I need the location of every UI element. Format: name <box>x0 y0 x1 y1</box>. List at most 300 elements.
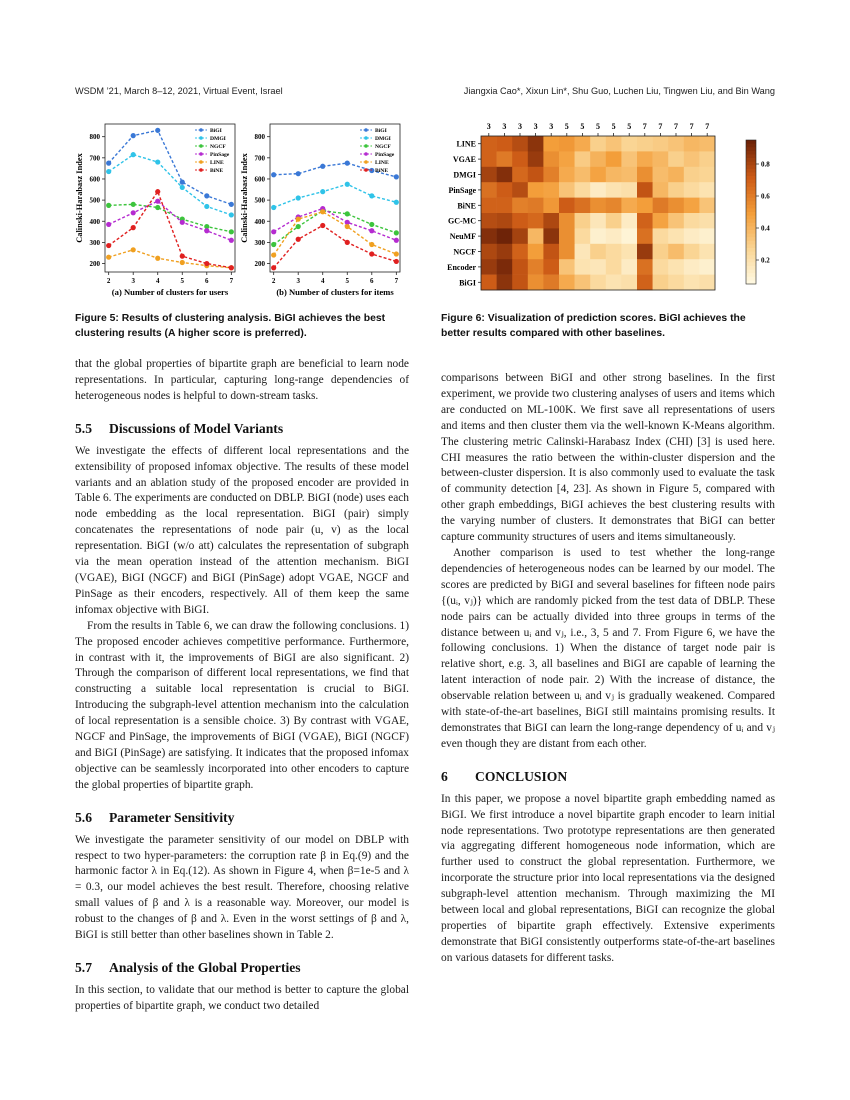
x-tick-label: 6 <box>205 277 209 285</box>
heatmap-cell <box>497 228 513 244</box>
heatmap-cell <box>512 228 528 244</box>
row-label: PinSage <box>448 185 476 195</box>
data-point-bine <box>106 243 111 248</box>
colorbar-segment <box>746 205 756 209</box>
colorbar-segment <box>746 262 756 266</box>
heatmap-cell <box>637 213 653 229</box>
data-point-dmgi <box>345 182 350 187</box>
data-point-line <box>155 256 160 261</box>
heatmap-cell <box>668 198 684 214</box>
colorbar-segment <box>746 151 756 155</box>
series-line-ngcf <box>274 211 397 245</box>
heatmap-cell <box>637 259 653 275</box>
heatmap-cell <box>512 167 528 183</box>
heatmap-cell <box>481 136 497 152</box>
data-point-bigi <box>229 202 234 207</box>
heatmap-cell <box>637 244 653 260</box>
data-point-line <box>271 252 276 257</box>
heatmap-cell <box>497 198 513 214</box>
heatmap-cell <box>621 275 637 291</box>
heatmap-cell <box>621 213 637 229</box>
heatmap-cell <box>653 275 669 291</box>
heatmap-cell <box>606 228 622 244</box>
row-label: DMGI <box>453 170 476 180</box>
heatmap-cell <box>684 136 700 152</box>
heatmap-cell <box>528 167 544 183</box>
heatmap-cell <box>543 167 559 183</box>
column-label: 3 <box>486 122 491 131</box>
legend-label: PinSage <box>375 152 395 159</box>
heatmap-cell <box>559 259 575 275</box>
heatmap-cell <box>590 244 606 260</box>
data-point-dmgi <box>204 204 209 209</box>
data-point-ngcf <box>229 229 234 234</box>
heatmap-cell <box>606 275 622 291</box>
heatmap-cell <box>606 213 622 229</box>
heatmap-cell <box>606 259 622 275</box>
data-point-pinsage <box>106 222 111 227</box>
legend-marker <box>199 168 203 172</box>
heatmap-cell <box>575 182 591 198</box>
colorbar-segment <box>746 187 756 191</box>
heatmap-cell <box>481 228 497 244</box>
colorbar-tick-label: 0.8 <box>761 160 770 169</box>
colorbar-segment <box>746 198 756 202</box>
data-point-bigi <box>369 168 374 173</box>
section-number: 5.7 <box>75 960 92 975</box>
data-point-bine <box>296 237 301 242</box>
heatmap-cell <box>699 198 715 214</box>
x-tick-label: 4 <box>155 277 160 285</box>
heatmap-cell <box>559 151 575 167</box>
heatmap-cell <box>543 136 559 152</box>
heatmap-cell <box>606 151 622 167</box>
legend-label: NGCF <box>210 144 226 151</box>
data-point-ngcf <box>106 203 111 208</box>
data-point-ngcf <box>155 205 160 210</box>
colorbar-segment <box>746 169 756 173</box>
heatmap-cell <box>512 259 528 275</box>
heatmap-cell <box>653 198 669 214</box>
heatmap-cell <box>637 198 653 214</box>
colorbar-segment <box>746 223 756 227</box>
data-point-bine <box>345 240 350 245</box>
heatmap-cell <box>559 275 575 291</box>
column-label: 3 <box>533 122 538 131</box>
data-point-pinsage <box>180 220 185 225</box>
legend-marker <box>364 168 368 172</box>
data-point-bigi <box>394 174 399 179</box>
data-point-dmgi <box>394 200 399 205</box>
data-point-bigi <box>155 128 160 133</box>
x-tick-label: 7 <box>394 277 399 285</box>
data-point-line <box>394 251 399 256</box>
legend-marker <box>199 144 203 148</box>
x-tick-label: 2 <box>106 277 111 285</box>
heatmap-cell <box>590 198 606 214</box>
running-header-right: Jiangxia Cao*, Xixun Lin*, Shu Guo, Luchen Liu, Tingwen Liu, and Bin Wang <box>463 86 775 96</box>
x-tick-label: 3 <box>296 277 300 285</box>
legend-marker <box>364 144 368 148</box>
colorbar-segment <box>746 277 756 281</box>
heatmap-cell <box>543 198 559 214</box>
heatmap-cell <box>497 275 513 291</box>
data-point-dmgi <box>320 189 325 194</box>
heatmap-cell <box>653 136 669 152</box>
data-point-bigi <box>180 180 185 185</box>
heatmap-cell <box>528 213 544 229</box>
heatmap-cell <box>528 198 544 214</box>
heatmap-cell <box>528 228 544 244</box>
column-label: 7 <box>642 122 647 131</box>
heatmap-cell <box>590 259 606 275</box>
heatmap-cell <box>606 182 622 198</box>
legend-marker <box>364 136 368 140</box>
colorbar-segment <box>746 244 756 248</box>
y-tick-label: 800 <box>89 133 100 142</box>
heatmap-cell <box>559 244 575 260</box>
heatmap-cell <box>528 136 544 152</box>
heatmap-cell <box>559 136 575 152</box>
y-tick-label: 200 <box>89 260 100 269</box>
data-point-line <box>296 217 301 222</box>
heatmap-cell <box>559 198 575 214</box>
series-line-dmgi <box>274 184 397 207</box>
legend-label: LINE <box>375 160 389 167</box>
y-tick-label: 400 <box>254 217 265 226</box>
data-point-dmgi <box>229 212 234 217</box>
heatmap-cell <box>606 136 622 152</box>
column-label: 7 <box>658 122 663 131</box>
heatmap-cell <box>699 275 715 291</box>
legend-label: LINE <box>210 160 224 167</box>
section-heading-5-6 <box>75 810 409 826</box>
heatmap-cell <box>559 228 575 244</box>
colorbar-segment <box>746 230 756 234</box>
data-point-ngcf <box>345 211 350 216</box>
x-tick-label: 7 <box>229 277 234 285</box>
y-tick-label: 700 <box>89 154 100 163</box>
row-label: GC-MC <box>448 216 476 226</box>
heatmap-cell <box>637 182 653 198</box>
legend-label: BiNE <box>210 168 224 175</box>
heatmap-cell <box>606 198 622 214</box>
data-point-dmgi <box>180 185 185 190</box>
data-point-bine <box>155 189 160 194</box>
heatmap-cell <box>543 151 559 167</box>
data-point-line <box>106 255 111 260</box>
legend-label: BiGI <box>210 128 222 135</box>
heatmap-cell <box>528 151 544 167</box>
heatmap-cell <box>481 198 497 214</box>
colorbar-segment <box>746 259 756 263</box>
paragraph-variants: We investigate the effects of different local representations and the extensibility of proposed infomax objective. The results of these model variants and an ablation study of the proposed encoder are provided in Table 6. The experiments are conducted on DBLP. BiGI (node) uses each node embedding as the local representation. BiGI (pair) simply concatenates the representations of node pair (u, v) as the local representation. BiGI (w/o att) calculates the representation of subgraph via the mean operation instead of the attention mechanism. BiGI (VGAE), BiGI (NGCF) and BiGI (PinSage) adopt VGAE, NGCF and PinSage as their encoders, respectively. All of them keep the same infomax objective with BiGI. <box>75 444 409 616</box>
legend-label: DMGI <box>375 136 391 143</box>
data-point-pinsage <box>369 228 374 233</box>
heatmap-cell <box>575 167 591 183</box>
heatmap-cell <box>528 182 544 198</box>
heatmap-cell <box>653 182 669 198</box>
column-label: 7 <box>689 122 694 131</box>
colorbar-tick-label: 0.4 <box>761 224 770 233</box>
data-point-ngcf <box>131 202 136 207</box>
legend-label: BiNE <box>375 168 389 175</box>
heatmap-cell <box>621 151 637 167</box>
colorbar-segment <box>746 266 756 270</box>
legend-marker <box>199 128 203 132</box>
heatmap-cell <box>575 259 591 275</box>
column-label: 5 <box>564 122 569 131</box>
heatmap-cell <box>512 198 528 214</box>
heatmap-cell <box>684 228 700 244</box>
data-point-bigi <box>345 161 350 166</box>
column-label: 3 <box>502 122 507 131</box>
heatmap-cell <box>668 136 684 152</box>
data-point-bine <box>369 251 374 256</box>
heatmap-cell <box>512 182 528 198</box>
heatmap-cell <box>481 244 497 260</box>
colorbar-segment <box>746 172 756 176</box>
colorbar-segment <box>746 273 756 277</box>
data-point-ngcf <box>369 222 374 227</box>
heatmap-cell <box>684 275 700 291</box>
data-point-dmgi <box>369 193 374 198</box>
heatmap-cell <box>606 167 622 183</box>
heatmap-cell <box>590 167 606 183</box>
section-number: 6 <box>441 768 448 784</box>
heatmap-cell <box>684 259 700 275</box>
column-label: 7 <box>674 122 678 131</box>
heatmap-cell <box>512 275 528 291</box>
heatmap-cell <box>668 213 684 229</box>
column-label: 7 <box>705 122 710 131</box>
legend-marker <box>199 152 203 156</box>
data-point-dmgi <box>106 169 111 174</box>
series-line-bine <box>109 192 232 268</box>
x-tick-label: 4 <box>320 277 325 285</box>
column-label: 5 <box>611 122 616 131</box>
data-point-bine <box>204 261 209 266</box>
heatmap-cell <box>590 151 606 167</box>
series-line-ngcf <box>109 204 232 231</box>
row-label: NeuMF <box>449 232 476 242</box>
heatmap-cell <box>512 244 528 260</box>
y-tick-label: 200 <box>254 260 265 269</box>
heatmap-cell <box>497 151 513 167</box>
heatmap-cell <box>684 198 700 214</box>
x-tick-label: 2 <box>271 277 276 285</box>
heatmap-cell <box>699 136 715 152</box>
colorbar-segment <box>746 270 756 274</box>
heatmap-cell <box>559 213 575 229</box>
left-text-column <box>75 357 409 1015</box>
series-line-pinsage <box>109 201 232 240</box>
colorbar-segment <box>746 180 756 184</box>
colorbar-segment <box>746 212 756 216</box>
legend-label: DMGI <box>210 136 226 143</box>
colorbar-segment <box>746 140 756 144</box>
heatmap-cell <box>575 136 591 152</box>
heatmap-cell <box>668 228 684 244</box>
section-heading-6 <box>441 769 775 785</box>
column-label: 3 <box>518 122 522 131</box>
data-point-line <box>345 224 350 229</box>
y-tick-label: 600 <box>89 175 100 184</box>
y-tick-label: 300 <box>89 238 100 247</box>
heatmap-cell <box>543 182 559 198</box>
heatmap-cell <box>481 275 497 291</box>
figure5-caption: Figure 5: Results of clustering analysis. BiGI achieves the best clustering results (A higher score is preferred). <box>75 313 386 339</box>
heatmap-cell <box>497 182 513 198</box>
heatmap-cell <box>575 275 591 291</box>
heatmap-cell <box>653 151 669 167</box>
heatmap-cell <box>528 244 544 260</box>
heatmap-cell <box>528 259 544 275</box>
colorbar-segment <box>746 154 756 158</box>
legend-label: BiGI <box>375 128 387 135</box>
heatmap-cell <box>512 213 528 229</box>
heatmap-cell <box>699 213 715 229</box>
data-point-bigi <box>204 193 209 198</box>
heatmap-cell <box>543 244 559 260</box>
data-point-bigi <box>131 133 136 138</box>
heatmap-cell <box>575 228 591 244</box>
colorbar-segment <box>746 158 756 162</box>
heatmap-cell <box>621 136 637 152</box>
row-label: BiNE <box>457 201 476 211</box>
paragraph-long-range: Another comparison is used to test whether the long-range dependencies of heterogeneous nodes can be learned by our model. The scores are predicted by BiGI and several baselines for fifteen node pairs {(uᵢ, vⱼ)} which are randomly picked from the test data of DBLP. These node pairs can be actually divided into three groups in terms of the distance between uᵢ and vⱼ, i.e., 3, 5 and 7. From Figure 6, we have the following conclusions. 1) When the distance of target node pair is relative short, e.g. 3, all baselines and BiGI are capable of learning the latent interaction of node pair. 2) With the increase of distance, the observable relation between uᵢ and vⱼ is gradually weakened. Compared with state-of-the-art baselines, BiGI still maintains promising results. It demonstrates that BiGI can learn the long-range dependency of uᵢ and vⱼ even though they are distant from each other. <box>441 546 775 750</box>
heatmap-cell <box>699 151 715 167</box>
colorbar-segment <box>746 237 756 241</box>
y-tick-label: 700 <box>254 154 265 163</box>
legend-marker <box>364 152 368 156</box>
column-label: 5 <box>596 122 600 131</box>
paragraph-clustering: comparisons between BiGI and other strong baselines. In the first experiment, we provide two clustering analyses of users and items which are conducted on ML-100K. We first save all representations of users and items and then cluster them via the well-known K-Means algorithm. The clustering metric Calinski-Harabasz Index (CHI) [3] is used here. CHI measures the ratio between the within-cluster dispersion and the between-cluster dispersion. It is also commonly used to evaluate the task of community detection [4, 23]. As shown in Figure 5, compared with other graph embeddings, BiGI achieves the best clustering results with the varying number of clusters. It demonstrates that BiGI can better capture community structures of users and items simultaneously. <box>441 372 775 544</box>
legend-label: PinSage <box>210 152 230 159</box>
legend-marker <box>364 160 368 164</box>
heatmap-cell <box>575 213 591 229</box>
colorbar-segment <box>746 241 756 245</box>
running-header-left: WSDM ’21, March 8–12, 2021, Virtual Event, Israel <box>75 86 283 96</box>
colorbar-tick-label: 0.6 <box>761 192 770 201</box>
heatmap-cell <box>653 213 669 229</box>
colorbar-segment <box>746 252 756 256</box>
heatmap-cell <box>481 167 497 183</box>
row-label: VGAE <box>452 155 476 165</box>
heatmap-cell <box>699 259 715 275</box>
column-label: 5 <box>627 122 632 131</box>
heatmap-cell <box>637 167 653 183</box>
heatmap-cell <box>653 228 669 244</box>
heatmap-cell <box>606 244 622 260</box>
heatmap-cell <box>699 167 715 183</box>
x-axis-label: (a) Number of clusters for users <box>111 287 229 297</box>
heatmap-cell <box>699 244 715 260</box>
data-point-bine <box>394 259 399 264</box>
right-text-column <box>441 371 775 967</box>
colorbar-tick-label: 0.2 <box>761 256 770 265</box>
data-point-ngcf <box>296 224 301 229</box>
data-point-bine <box>320 223 325 228</box>
colorbar-segment <box>746 162 756 166</box>
heatmap-cell <box>590 213 606 229</box>
colorbar-segment <box>746 248 756 252</box>
section-heading-5-7 <box>75 960 409 976</box>
figure6-caption: Figure 6: Visualization of prediction scores. BiGI achieves the better results compared with other baselines. <box>441 313 746 339</box>
heatmap-cell <box>621 182 637 198</box>
colorbar-segment <box>746 183 756 187</box>
data-point-ngcf <box>271 242 276 247</box>
heatmap-cell <box>575 151 591 167</box>
legend-label: NGCF <box>375 144 391 151</box>
heatmap-cell <box>637 275 653 291</box>
data-point-ngcf <box>394 230 399 235</box>
section-title: CONCLUSION <box>475 768 568 784</box>
figure5-chart-items <box>240 112 410 302</box>
legend-marker <box>199 136 203 140</box>
heatmap-cell <box>543 228 559 244</box>
colorbar-segment <box>746 208 756 212</box>
section-title: Discussions of Model Variants <box>109 420 284 436</box>
heatmap-cell <box>543 213 559 229</box>
colorbar-segment <box>746 201 756 205</box>
heatmap-cell <box>559 182 575 198</box>
colorbar-segment <box>746 144 756 148</box>
paragraph-sensitivity: We investigate the parameter sensitivity of our model on DBLP with respect to two hyper-parameters: the corruption rate β in Eq.(9) and the harmonic factor λ in Eq.(12). As shown in Figure 4, when β=1e-5 and λ = 0.3, our model achieves the best result. Therefore, choosing relative small values of β and λ is a reasonable way. Moreover, our model is robust to the changes of β and λ. Even in the worst settings of β and λ, BiGI is still better than other baselines shown in Table 2. <box>75 833 409 942</box>
heatmap-cell <box>497 244 513 260</box>
colorbar-segment <box>746 194 756 198</box>
figure5-chart-users <box>75 112 245 302</box>
heatmap-cell <box>699 228 715 244</box>
section-title: Parameter Sensitivity <box>109 809 235 825</box>
heatmap-cell <box>637 136 653 152</box>
x-axis-label: (b) Number of clusters for items <box>276 287 394 297</box>
colorbar-segment <box>746 255 756 259</box>
data-point-bine <box>180 254 185 259</box>
data-point-pinsage <box>131 210 136 215</box>
heatmap-cell <box>668 244 684 260</box>
data-point-line <box>320 209 325 214</box>
y-tick-label: 500 <box>89 196 100 205</box>
y-tick-label: 500 <box>254 196 265 205</box>
heatmap-cell <box>497 136 513 152</box>
heatmap-cell <box>481 259 497 275</box>
heatmap-cell <box>512 151 528 167</box>
heatmap-cell <box>684 167 700 183</box>
heatmap-cell <box>653 259 669 275</box>
paragraph-conclusion: In this paper, we propose a novel bipartite graph embedding named as BiGI. We first introduce a novel bipartite graph encoder to learn initial node representations. Two prototype representations are then generated via aggregating different homogeneous node information, which are further used to construct the global representation. Furthermore, we incorporate the structure prior into local representations via the designed subgraph-level attention mechanism. Through maximizing the MI between local and global representations, BiGI can recognize the global properties of bipartite graph effectively. Extensive experiments demonstrate that BiGI consistently outperforms state-of-the-art baselines on various datasets for different tasks. <box>441 792 775 964</box>
heatmap-cell <box>481 182 497 198</box>
data-point-bigi <box>296 171 301 176</box>
colorbar-segment <box>746 234 756 238</box>
legend-marker <box>364 128 368 132</box>
data-point-bigi <box>320 164 325 169</box>
colorbar-segment <box>746 226 756 230</box>
data-point-pinsage <box>204 228 209 233</box>
y-tick-label: 300 <box>254 238 265 247</box>
row-label: Encoder <box>447 262 476 272</box>
figure6-heatmap <box>441 112 775 302</box>
colorbar-segment <box>746 216 756 220</box>
y-axis-label: Calinski-Harabasz Index <box>75 153 84 243</box>
data-point-pinsage <box>394 238 399 243</box>
x-tick-label: 5 <box>345 277 350 285</box>
heatmap-cell <box>590 228 606 244</box>
section-number: 5.6 <box>75 809 92 825</box>
heatmap-cell <box>637 151 653 167</box>
series-line-pinsage <box>274 209 397 241</box>
colorbar-segment <box>746 190 756 194</box>
